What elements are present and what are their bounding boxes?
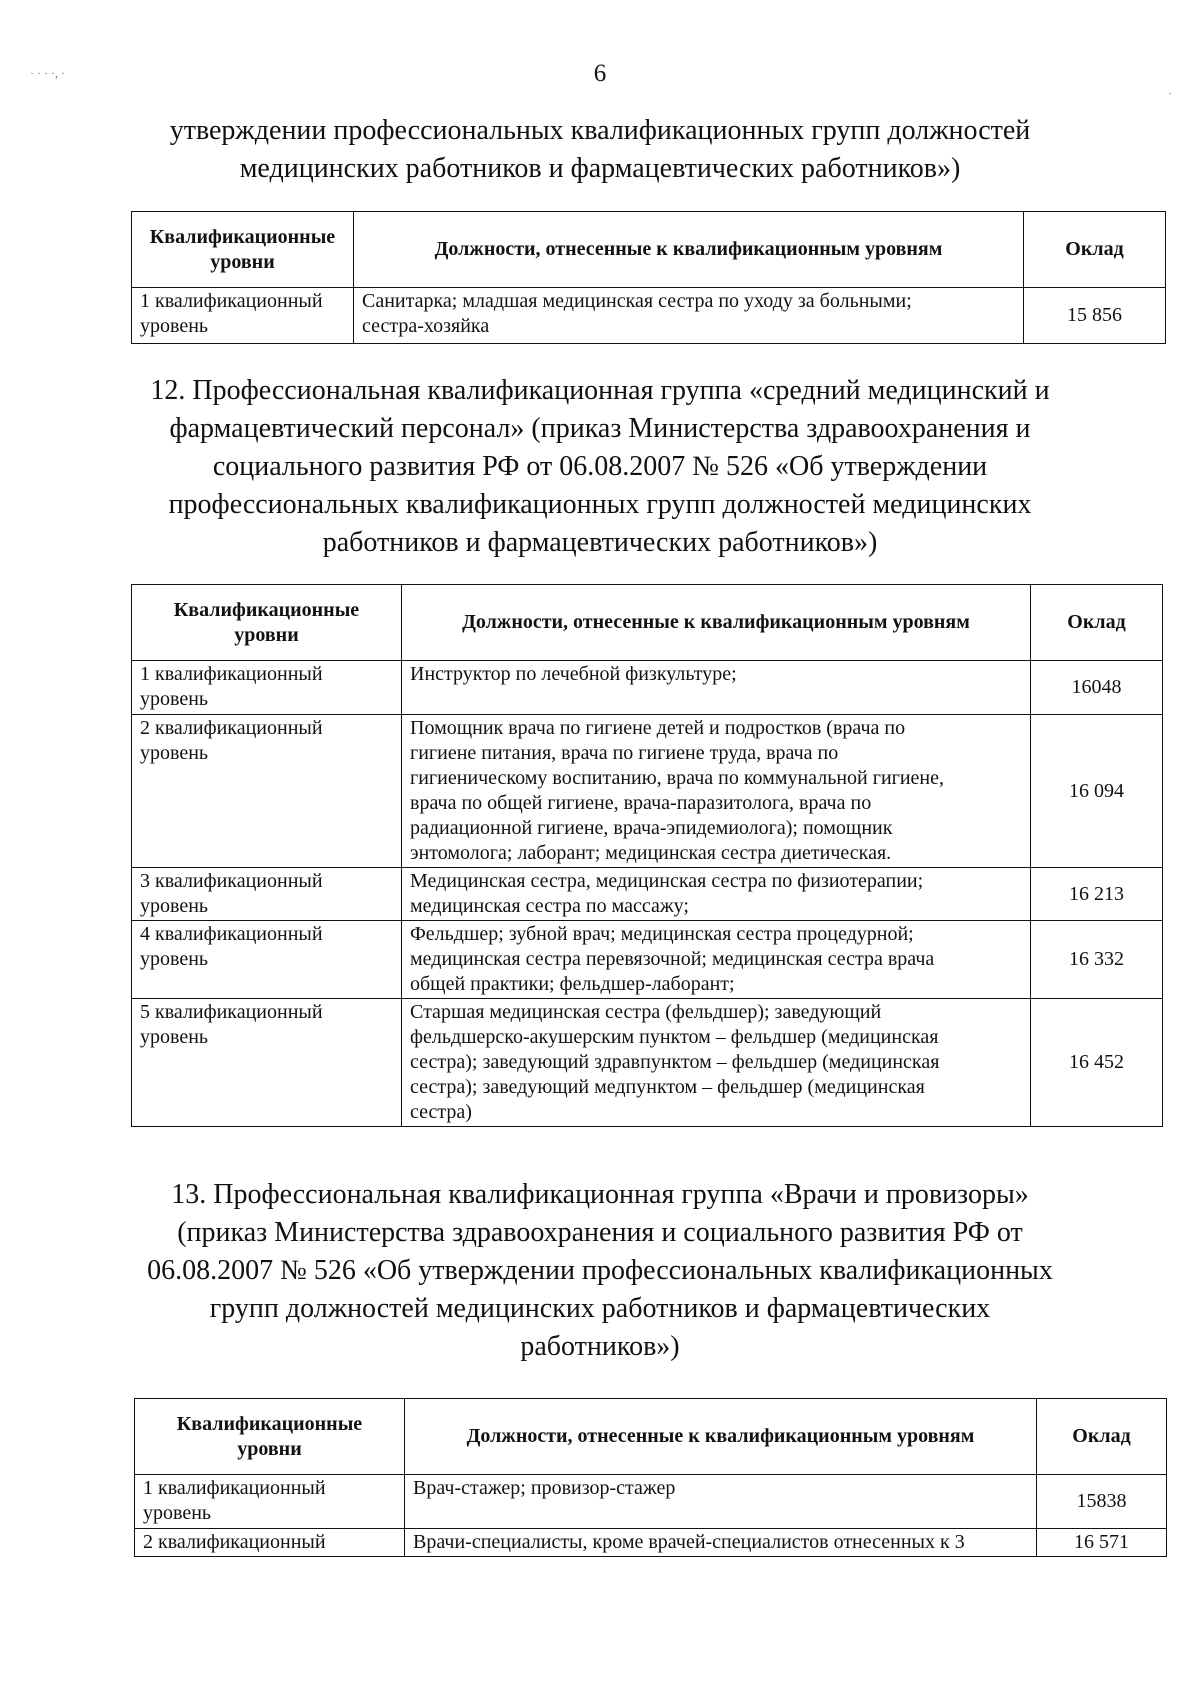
- salary-cell: 16 332: [1031, 921, 1163, 999]
- header-level: Квалификационные уровни: [135, 1399, 405, 1475]
- salary-cell: 15 856: [1024, 288, 1166, 344]
- table-row: [132, 661, 1163, 715]
- positions-cell: Врачи-специалисты, кроме врачей-специалистов отнесенных к 3: [405, 1529, 1037, 1557]
- table-row: [132, 715, 1163, 868]
- scan-speck: · · · ·, ·: [30, 66, 65, 80]
- level-cell: 4 квалификационный уровень: [132, 921, 402, 999]
- salary-cell: 15838: [1037, 1475, 1167, 1529]
- table-row: [135, 1529, 1167, 1557]
- positions-cell: Помощник врача по гигиене детей и подростков (врача по гигиене питания, врача по гигиене труда, врача по гигиеническому воспитанию, врача по коммунальной гигиене, врача по общей гигиене, врача-паразитолога, врача по радиационной гигиене, врача-эпидемиолога); помощник энтомолога; лаборант; медицинская сестра диетическая.: [402, 715, 1031, 868]
- intro-heading: [0, 112, 1200, 188]
- level-cell: 2 квалификационный уровень: [132, 715, 402, 868]
- section-12-heading: 12. Профессиональная квалификационная группа «средний медицинский и фармацевтический персонал» (приказ Министерства здравоохранения и социального развития РФ от 06.08.2007 № 526 «Об утверждении профессиональных квалификационных групп должностей медицинских работников и фармацевтических работников»): [150, 375, 1050, 558]
- salary-table-3: [134, 1398, 1167, 1557]
- header-positions: Должности, отнесенные к квалификационным уровням: [405, 1399, 1037, 1475]
- salary-table-2: [131, 584, 1163, 1127]
- positions-cell: Врач-стажер; провизор-стажер: [405, 1475, 1037, 1529]
- salary-cell: 16 452: [1031, 999, 1163, 1127]
- header-positions: Должности, отнесенные к квалификационным уровням: [402, 585, 1031, 661]
- positions-cell: Старшая медицинская сестра (фельдшер); заведующий фельдшерско-акушерским пунктом – фельдшер (медицинская сестра); заведующий здравпунктом – фельдшер (медицинская сестра); заведующий медпунктом – фельдшер (медицинская сестра): [402, 999, 1031, 1127]
- table-header-row: [135, 1399, 1167, 1475]
- header-level: Квалификационные уровни: [132, 585, 402, 661]
- level-cell: 1 квалификационный уровень: [132, 661, 402, 715]
- positions-cell: Фельдшер; зубной врач; медицинская сестра процедурной; медицинская сестра перевязочной; медицинская сестра врача общей практики; фельдшер-лаборант;: [402, 921, 1031, 999]
- salary-table-1: [131, 211, 1166, 344]
- table-row: [132, 921, 1163, 999]
- header-salary: Оклад: [1037, 1399, 1167, 1475]
- page-number: 6: [593, 60, 607, 87]
- level-cell: 1 квалификационный уровень: [132, 288, 354, 344]
- table-row: [132, 868, 1163, 921]
- level-cell: 2 квалификационный: [135, 1529, 405, 1557]
- salary-cell: 16048: [1031, 661, 1163, 715]
- level-cell: 1 квалификационный уровень: [135, 1475, 405, 1529]
- table-row: [132, 288, 1166, 344]
- table-header-row: [132, 585, 1163, 661]
- positions-cell: Санитарка; младшая медицинская сестра по уходу за больными; сестра-хозяйка: [354, 288, 1024, 344]
- header-salary: Оклад: [1031, 585, 1163, 661]
- section-13-heading: 13. Профессиональная квалификационная группа «Врачи и провизоры» (приказ Министерства здравоохранения и социального развития РФ от 06.08.2007 № 526 «Об утверждении профессиональных квалификационных групп должностей медицинских работников и фармацевтических работников»): [147, 1179, 1053, 1362]
- level-cell: 5 квалификационный уровень: [132, 999, 402, 1127]
- heading-line: утверждении профессиональных квалификационных групп должностей: [169, 115, 1031, 146]
- header-salary: Оклад: [1024, 212, 1166, 288]
- salary-cell: 16 094: [1031, 715, 1163, 868]
- salary-cell: 16 213: [1031, 868, 1163, 921]
- header-positions: Должности, отнесенные к квалификационным уровням: [354, 212, 1024, 288]
- heading-line: медицинских работников и фармацевтических работников»): [239, 153, 961, 184]
- table-header-row: [132, 212, 1166, 288]
- scan-speck: ·: [1168, 86, 1172, 100]
- header-level: Квалификационные уровни: [132, 212, 354, 288]
- table-row: [135, 1475, 1167, 1529]
- salary-cell: 16 571: [1037, 1529, 1167, 1557]
- table-row: [132, 999, 1163, 1127]
- positions-cell: Медицинская сестра, медицинская сестра по физиотерапии; медицинская сестра по массажу;: [402, 868, 1031, 921]
- positions-cell: Инструктор по лечебной физкультуре;: [402, 661, 1031, 715]
- level-cell: 3 квалификационный уровень: [132, 868, 402, 921]
